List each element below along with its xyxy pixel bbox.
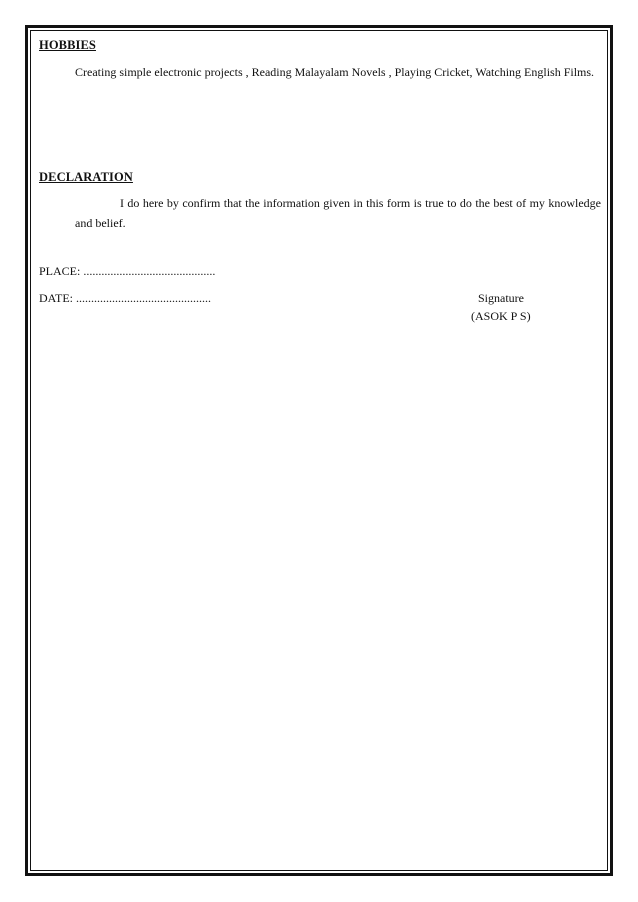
hobbies-heading: HOBBIES — [39, 38, 96, 52]
page-border-inner — [30, 30, 608, 871]
hobbies-text: Creating simple electronic projects , Reading Malayalam Novels , Playing Cricket, Watching English Films. — [75, 65, 595, 79]
signature-label: Signature — [478, 291, 524, 305]
place-line: PLACE: ............................................ — [39, 264, 216, 278]
date-line: DATE: ............................................. — [39, 291, 211, 305]
declaration-heading: DECLARATION — [39, 170, 133, 184]
declaration-text: I do here by confirm that the information given in this form is true to do the best of my knowledge and belief. — [75, 196, 601, 230]
signature-name: (ASOK P S) — [471, 309, 531, 323]
